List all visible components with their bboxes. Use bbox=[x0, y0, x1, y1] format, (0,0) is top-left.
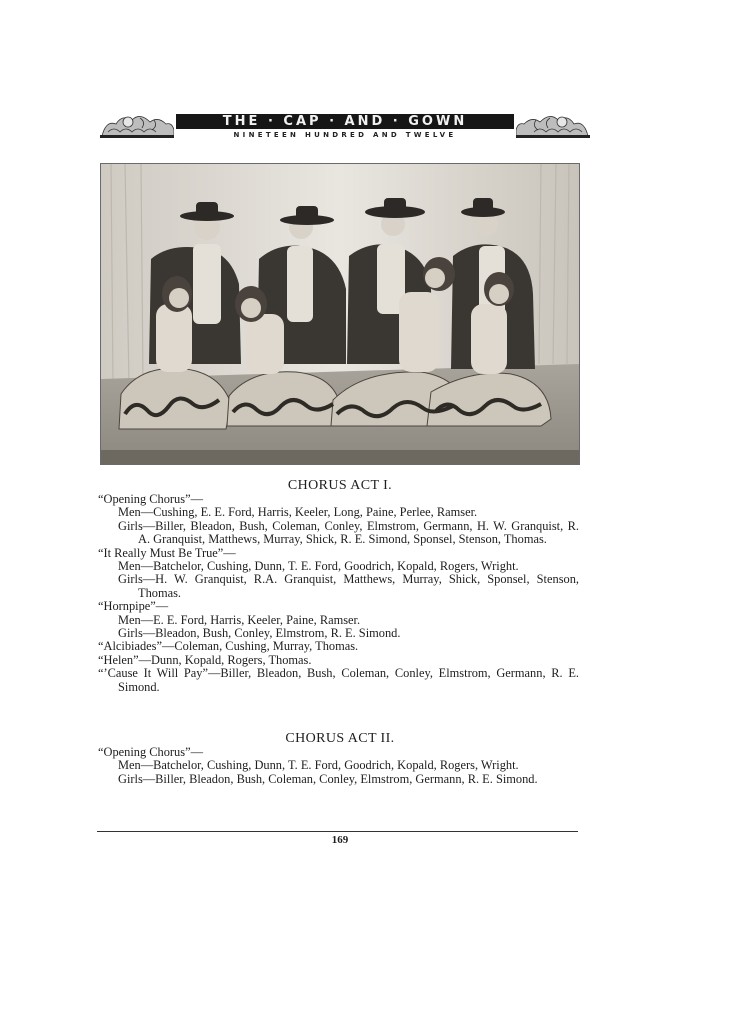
cast-line: “Helen”—Dunn, Kopald, Rogers, Thomas. bbox=[98, 652, 312, 667]
act-one-cast-list bbox=[98, 493, 579, 694]
cast-line: “’Cause It Will Pay”—Biller, Bleadon, Bush, Coleman, Conley, Elmstrom, Germann, R. E. Simond. bbox=[98, 666, 579, 694]
cast-line: Girls—Biller, Bleadon, Bush, Coleman, Conley, Elmstrom, Germann, R. E. Simond. bbox=[118, 771, 538, 786]
cast-line: “It Really Must Be True”— bbox=[98, 545, 236, 560]
cast-line: Men—Cushing, E. E. Ford, Harris, Keeler, Long, Paine, Perlee, Ramser. bbox=[118, 505, 478, 520]
cherub-scroll-ornament-icon bbox=[516, 110, 590, 138]
cast-line: Girls—Biller, Bleadon, Bush, Coleman, Conley, Elmstrom, Germann, H. W. Granquist, R. A. Granquist, Matthews, Murray, Shick, R. E. Simond, Sponsel, Stenson, Thomas. bbox=[118, 518, 579, 547]
act-one-heading: CHORUS ACT I. bbox=[287, 478, 393, 493]
act-two-cast-list bbox=[98, 746, 579, 786]
cast-line: “Opening Chorus”— bbox=[98, 745, 203, 759]
cast-line: Girls—H. W. Granquist, R.A. Granquist, Matthews, Murray, Shick, Sponsel, Stenson, Thomas. bbox=[118, 572, 579, 600]
masthead-banner bbox=[100, 108, 590, 140]
masthead-subtitle: NINETEEN HUNDRED AND TWELVE bbox=[233, 131, 457, 139]
cast-line: “Alcibiades”—Coleman, Cushing, Murray, Thomas. bbox=[98, 639, 359, 654]
page-number: 169 bbox=[331, 834, 349, 846]
cast-line: Girls—Bleadon, Bush, Conley, Elmstrom, R. E. Simond. bbox=[118, 626, 401, 641]
footer-rule bbox=[97, 831, 578, 832]
cast-line: Men—Batchelor, Cushing, Dunn, T. E. Ford, Goodrich, Kopald, Rogers, Wright. bbox=[118, 559, 519, 574]
cast-line: Men—E. E. Ford, Harris, Keeler, Paine, Ramser. bbox=[118, 612, 361, 627]
chorus-group-photograph bbox=[100, 163, 580, 465]
cast-line: Men—Batchelor, Cushing, Dunn, T. E. Ford, Goodrich, Kopald, Rogers, Wright. bbox=[118, 758, 519, 773]
cast-line: “Opening Chorus”— bbox=[98, 492, 203, 506]
cast-line: “Hornpipe”— bbox=[98, 599, 169, 614]
act-two-heading: CHORUS ACT II. bbox=[285, 731, 395, 746]
masthead-title: THE · CAP · AND · GOWN bbox=[176, 114, 514, 129]
cherub-scroll-ornament-icon bbox=[100, 110, 174, 138]
